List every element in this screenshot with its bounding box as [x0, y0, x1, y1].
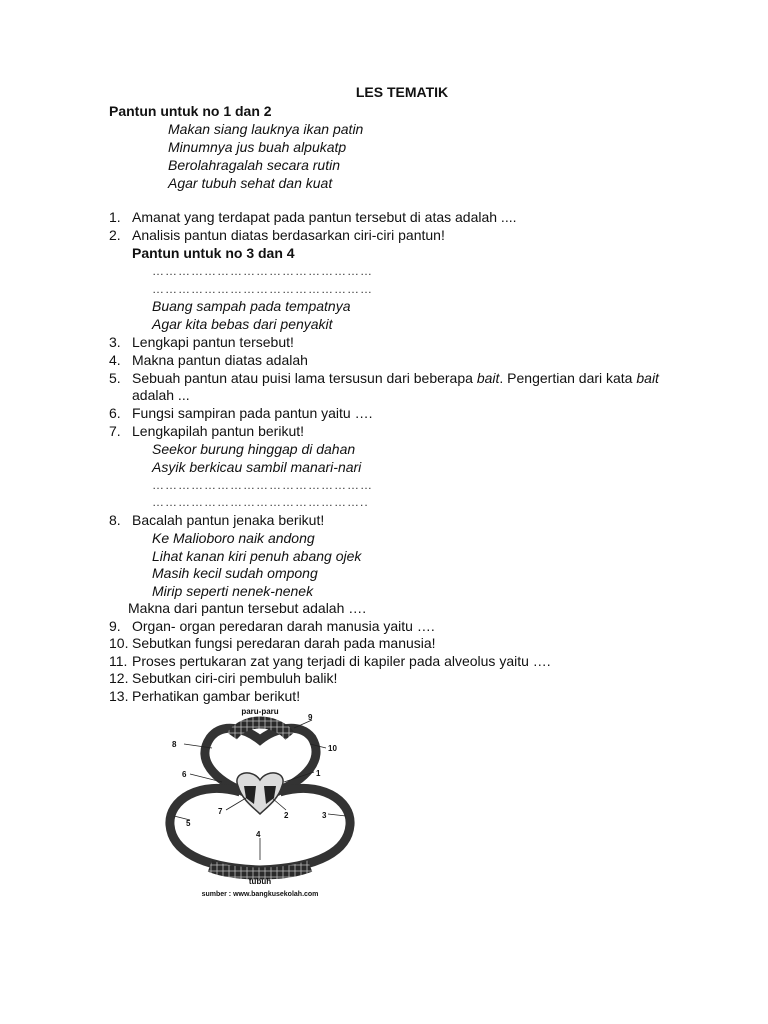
- question-1: [109, 208, 517, 226]
- question-emphasis: bait: [636, 370, 659, 386]
- pantun4-line-1: Ke Malioboro naik andong: [152, 530, 315, 546]
- question-number: 5.: [109, 370, 121, 386]
- question-4: [109, 351, 308, 369]
- question-11: [109, 652, 551, 670]
- diagram-number-1: 1: [316, 769, 321, 778]
- question-number: 4.: [109, 352, 121, 368]
- pantun3-line-2: Asyik berkicau sambil manari-nari: [152, 459, 362, 475]
- pantun4-line-2: Lihat kanan kiri penuh abang ojek: [152, 548, 362, 564]
- diagram-number-9: 9: [308, 713, 313, 722]
- question-text: Proses pertukaran zat yang terjadi di kapiler pada alveolus yaitu ….: [132, 653, 551, 669]
- diagram-number-7: 7: [218, 807, 223, 816]
- diagram-number-4: 4: [256, 830, 261, 839]
- question-text: Lengkapi pantun tersebut!: [132, 334, 294, 350]
- question-6: [109, 404, 372, 422]
- pantun1-line-1: Makan siang lauknya ikan patin: [168, 121, 364, 137]
- diagram-source: sumber : www.bangkusekolah.com: [201, 891, 319, 898]
- page-title: LES TEMATIK: [355, 84, 449, 100]
- question-number: 1.: [109, 209, 121, 225]
- pantun1-line-4: Agar tubuh sehat dan kuat: [168, 175, 333, 191]
- question-3: [109, 333, 294, 351]
- question-number: 11.: [109, 653, 128, 669]
- question-number: 10.: [109, 635, 129, 651]
- question-text: Fungsi sampiran pada pantun yaitu ….: [132, 405, 373, 421]
- circulation-diagram-figure: [160, 700, 360, 900]
- pantun4-line-4: Mirip seperti nenek-nenek: [152, 583, 314, 599]
- pantun2-blank-line-2: ……………………………………………: [152, 282, 373, 296]
- diagram-number-2: 2: [284, 811, 289, 820]
- diagram-number-10: 10: [328, 744, 337, 753]
- question-2: [109, 226, 445, 244]
- pantun1-heading: Pantun untuk no 1 dan 2: [109, 103, 272, 119]
- pantun1-line-2: Minumnya jus buah alpukatp: [168, 139, 347, 155]
- diagram-number-5: 5: [186, 819, 191, 828]
- pantun2-blank-line-1: ……………………………………………: [152, 264, 373, 278]
- question-text: Perhatikan gambar berikut!: [132, 688, 301, 704]
- question-number: 3.: [109, 334, 121, 350]
- question-text: Sebutkan fungsi peredaran darah pada manusia!: [132, 635, 436, 651]
- question-number: 8.: [109, 512, 121, 528]
- question-text: Organ- organ peredaran darah manusia yaitu ….: [132, 618, 435, 634]
- question-text: Amanat yang terdapat pada pantun tersebut di atas adalah ....: [132, 209, 517, 225]
- question-10: [109, 634, 436, 652]
- diagram-number-8: 8: [172, 740, 177, 749]
- heart-icon: [237, 773, 283, 814]
- diagram-number-6: 6: [182, 770, 187, 779]
- question-number: 2.: [109, 227, 121, 243]
- circulation-diagram: [160, 700, 360, 900]
- question-7: [109, 422, 304, 440]
- pantun2-line-1: Buang sampah pada tempatnya: [152, 298, 351, 314]
- question-text: . Pengertian dari kata: [499, 370, 637, 386]
- question-text: Bacalah pantun jenaka berikut!: [132, 512, 325, 528]
- question-emphasis: bait: [476, 370, 500, 386]
- pantun1-line-3: Berolahragalah secara rutin: [168, 157, 340, 173]
- question-5-continued: adalah ...: [132, 387, 190, 403]
- diagram-number-3: 3: [322, 811, 327, 820]
- question-number: 7.: [109, 423, 121, 439]
- pantun4-line-3: Masih kecil sudah ompong: [152, 565, 318, 581]
- question-8: [109, 511, 324, 529]
- question-12: [109, 669, 337, 687]
- question-9: [109, 617, 435, 635]
- pantun2-heading: Pantun untuk no 3 dan 4: [132, 245, 295, 261]
- question-8-continued: Makna dari pantun tersebut adalah ….: [128, 600, 367, 616]
- question-number: 9.: [109, 618, 121, 634]
- question-text: Analisis pantun diatas berdasarkan ciri-ciri pantun!: [132, 227, 445, 243]
- question-text: Makna pantun diatas adalah: [132, 352, 308, 368]
- question-number: 13.: [109, 688, 129, 704]
- question-number: 6.: [109, 405, 121, 421]
- pantun3-blank-line-1: ……………………………………………: [152, 478, 373, 492]
- pantun3-line-1: Seekor burung hinggap di dahan: [152, 441, 356, 457]
- question-number: 12.: [109, 670, 129, 686]
- question-text: Lengkapilah pantun berikut!: [132, 423, 305, 439]
- question-5: [109, 369, 659, 387]
- diagram-top-label: paru-paru: [241, 707, 279, 716]
- question-text: Sebuah pantun atau puisi lama tersusun dari beberapa: [132, 370, 477, 386]
- diagram-bottom-label: tubuh: [248, 877, 272, 886]
- pantun3-blank-line-2: …………………………………………..: [152, 495, 369, 509]
- pantun2-line-2: Agar kita bebas dari penyakit: [152, 316, 333, 332]
- question-text: Sebutkan ciri-ciri pembuluh balik!: [132, 670, 338, 686]
